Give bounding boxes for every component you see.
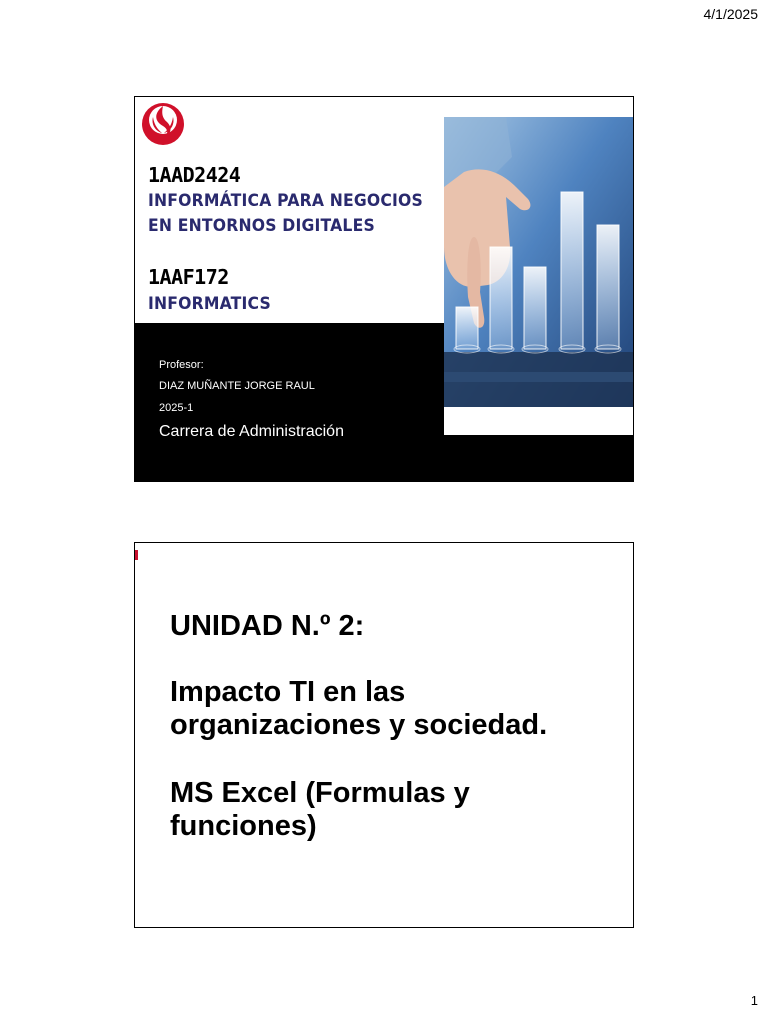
upc-logo-icon [140,101,186,147]
course-title-1-line2: EN ENTORNOS DIGITALES [148,216,375,236]
unit-title: UNIDAD N.º 2: [170,610,365,642]
topic2-line-2: funciones) [170,810,317,842]
unit-slide [134,542,634,928]
career: Carrera de Administración [159,423,344,440]
cover-photo [444,117,634,407]
course-code-1: 1AAD2424 [148,163,241,187]
term: 2025-1 [159,402,194,414]
course-title-1-line1: INFORMÁTICA PARA NEGOCIOS [148,191,423,211]
course-title-2: INFORMATICS [148,294,271,314]
professor-name: DIAZ MUÑANTE JORGE RAUL [159,380,315,392]
topic-line-1: Impacto TI en las [170,676,406,708]
title-slide [134,96,634,482]
professor-label: Profesor: [159,359,204,371]
accent-mark [135,550,138,560]
course-code-2: 1AAF172 [148,265,229,289]
topic2-line-1: MS Excel (Formulas y [170,777,470,809]
topic-line-2: organizaciones y sociedad. [170,709,548,741]
page-date: 4/1/2025 [703,6,758,22]
page-number: 1 [750,993,758,1008]
